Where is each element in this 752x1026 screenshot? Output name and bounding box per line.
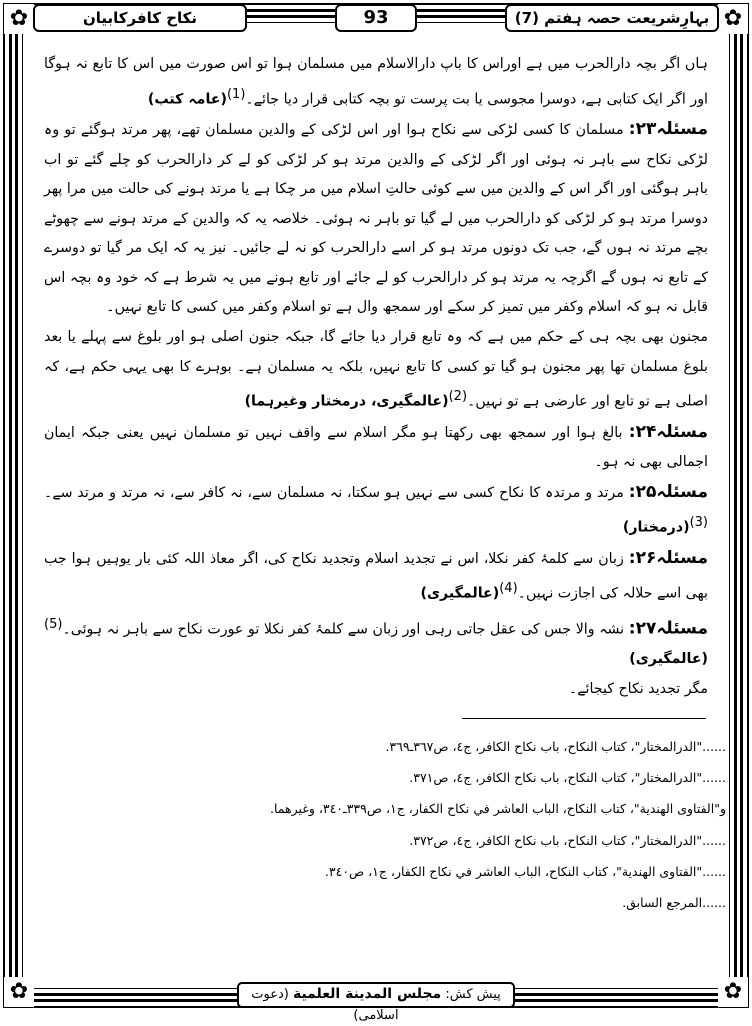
paragraph-text: مگر تجدید نکاح کیجائے۔ (568, 680, 708, 697)
paragraph (44, 115, 708, 323)
footer-suffix: (دعوت اسلامی) (251, 987, 399, 1023)
page-number: 93 (335, 4, 417, 32)
paragraph (44, 323, 708, 418)
footnote-item: ......المرجع السابق. (622, 894, 726, 910)
footnote-item: ......"الدرالمختار"، کتاب النکاح، باب نکاح الکافر، ج٤، ص٣٧١. (409, 770, 726, 786)
masala-label: مسئلہ۲۴: (628, 421, 708, 442)
footnote-item: و"الفتاوی الهندية"، کتاب النکاح، الباب العاشر في نکاح الکفار، ج١، ص٣٣٩ـ٣٤٠، وغيرهما. (270, 801, 726, 817)
footnote-item: ......"الفتاوی الهندية"، کتاب النکاح، الباب العاشر في نکاح الکفار، ج١، ص٣٤٠. (324, 863, 726, 879)
corner-ornament-icon: ✿ (718, 977, 748, 1007)
paragraph (44, 50, 708, 115)
footnote-item: ......"الدرالمختار"، کتاب النکاح، باب نکاح الکافر، ج٤، ص٣٦٧ـ٣٦٩. (385, 739, 726, 754)
chapter-title: نکاح کافرکابیان (33, 4, 247, 32)
source-citation: (عالمگیری) (420, 586, 500, 603)
masala-label: مسئلہ۲۶: (628, 547, 708, 568)
source-citation: (درمختار) (622, 520, 690, 537)
source-citation: (عالمگیری) (629, 650, 708, 667)
paragraph (44, 610, 708, 675)
paragraph (44, 544, 708, 610)
main-text (44, 50, 708, 704)
source-citation: (عامہ کتب) (147, 91, 227, 108)
masala-label: مسئلہ۲۳: (628, 118, 709, 139)
paragraph-text: بالغ ہوا اور سمجھ بھی رکھتا ہو مگر اسلام سے واقف نہیں تو مسلمان نہیں یعنی جبکہ ایمان اجمالی بھی نہ ہو۔ (44, 424, 708, 471)
paragraph (44, 675, 708, 705)
paragraph-text: ہاں اگر بچہ دارالحرب میں ہے اوراس کا باپ دارالاسلام میں مسلمان ہوا تو اس صورت میں اس کا تابع نہ ہوگا اور اگر ایک کتابی ہے، دوسرا مجوسی یا بت پرست تو بچہ کتابی قرار دیا جائے۔ (44, 56, 708, 108)
paragraph-text: زبان سے کلمۂ کفر نکلا، اس نے تجدید اسلام وتجدید نکاح کی، اگر معاذ اللہ کئی بار یوہیں ہوا جب بھی اسے حلالہ کی اجازت نہیں۔ (44, 550, 708, 603)
paragraph (44, 418, 708, 478)
corner-ornament-icon: ✿ (4, 977, 34, 1007)
paragraph-text: مرتد و مرتدہ کا نکاح کسی سے نہیں ہو سکتا، نہ مسلمان سے، نہ کافر سے، نہ مرتد و مرتد سے۔ (44, 484, 624, 501)
paragraph-text: مسلمان کا کسی لڑکی سے نکاح ہوا اور اس لڑکی کے والدین مسلمان تھے، پھر مرتد ہوگئے تو وہ لڑکی نکاح سے باہر نہ ہوئی اور اگر لڑکی کے والدین مرتد ہو کر لڑکی کو لے کر دارالحرب کو چلے گئے تو اب باہر ہوگئی اور اگر اس کے والدین میں سے کوئی حالتِ اسلام میں مر چکا ہے یا مرتد ہونے کی حالت میں مرا پھر دوسرا مرتد ہو کر لڑکی کو دارالحرب میں لے گیا تو باہر نہ ہوئی۔ خلاصہ یہ کہ والدین کے مرتد ہونے سے چھوٹے بچے مرتد نہ ہوں گے، جب تک دونوں مرتد ہو کر اسے دارالحرب کو نہ لے جائیں۔ نیز یہ کہ ایک مر گیا تو دوسرے کے تابع نہ ہوں گے اگرچہ یہ مرتد ہو کر دارالحرب کو لے جائے اور تابع ہونے میں یہ شرط ہے کہ خود وہ بچہ اس قابل نہ ہو کہ اسلام وکفر میں تمیز کر سکے اور سمجھ وال ہے تو اسلام وکفر میں کسی کا تابع نہیں۔ (44, 121, 708, 316)
corner-ornament-icon: ✿ (4, 4, 34, 34)
masala-label: مسئلہ۲۷: (628, 618, 708, 639)
footnote-ref: (2) (448, 389, 468, 405)
source-citation: (عالمگیری، درمختار وغیرہما) (244, 394, 449, 410)
footnote-divider (462, 718, 706, 719)
book-title: بہارِشریعت حصہ ہفتم (7) (505, 4, 719, 32)
footnote-ref: (4) (499, 581, 518, 597)
footnotes (150, 731, 726, 918)
paragraph-text: نشہ والا جس کی عقل جاتی رہی اور زبان سے کلمۂ کفر نکلا تو عورت نکاح سے باہر نہ ہوئی۔ (62, 621, 625, 638)
footnote-ref: (1) (226, 86, 246, 102)
footnote-ref: (3) (689, 515, 708, 531)
footer-organization: مجلس المدينة العلمية (292, 986, 442, 1002)
footnote-ref: (5) (44, 616, 63, 632)
corner-ornament-icon: ✿ (718, 4, 748, 34)
page-header (33, 4, 719, 34)
paragraph (44, 478, 708, 544)
page-footer (237, 982, 515, 1023)
masala-label: مسئلہ۲۵: (628, 481, 708, 502)
paragraph-text: مجنون بھی بچہ ہی کے حکم میں ہے کہ وہ تابع قرار دیا جائے گا، جبکہ جنون اصلی ہو اور بلوغ سے پہلے یا بعد بلوغ مسلمان تھا پھر مجنون ہو گیا تو کسی کا تابع نہیں، بلکہ یہ مسلمان ہے۔ بوہرے کا بھی یہی حکم ہے، کہ اصلی ہے تو تابع اور عارضی ہے تو نہیں۔ (44, 329, 708, 410)
footer-prefix: پیش کش: (445, 987, 501, 1002)
footnote-item: ......"الدرالمختار"، کتاب النکاح، باب نکاح الکافر، ج٤، ص٣٧٢. (409, 832, 726, 848)
